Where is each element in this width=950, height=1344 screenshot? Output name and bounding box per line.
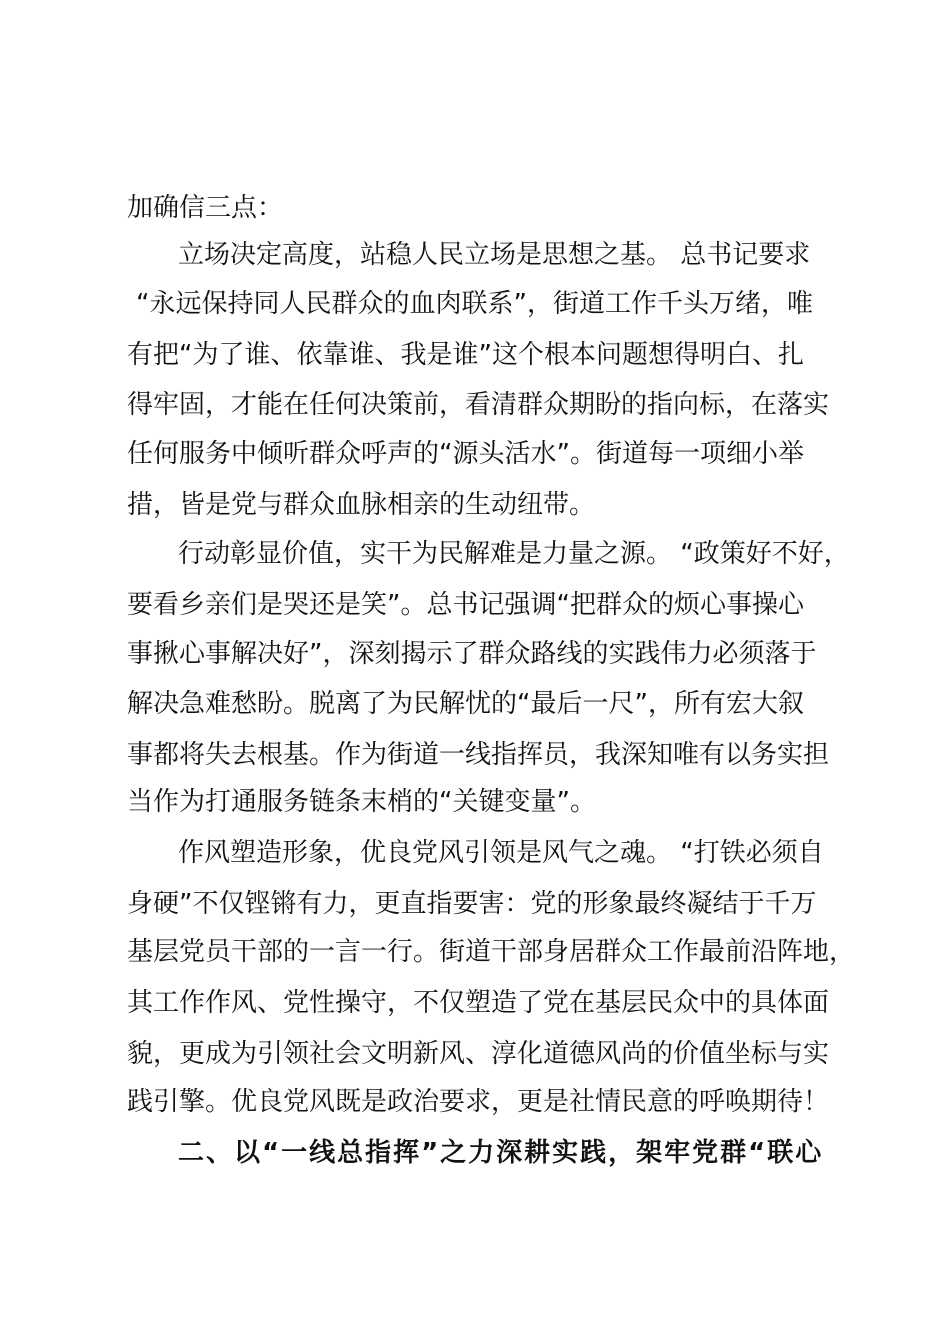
text-line: 践引擎。优良党风既是政治要求，更是社情民意的呼唤期待！	[127, 1087, 830, 1117]
text-line: 措，皆是党与群众血脉相亲的生动纽带。	[127, 490, 596, 520]
text-line: 要看乡亲们是哭还是笑”。总书记强调“把群众的烦心事操心	[127, 590, 804, 620]
text-line: “永远保持同人民群众的血肉联系”，街道工作千头万绪，唯	[136, 289, 813, 319]
text-line: 基层党员干部的一言一行。街道干部身居群众工作最前沿阵地，	[127, 937, 856, 967]
paragraph-start-line: 作风塑造形象，优良党风引领是风气之魂。 “打铁必须自	[178, 838, 824, 868]
paragraph-start-line: 行动彰显价值，实干为民解难是力量之源。 “政策好不好，	[178, 539, 850, 569]
text-line: 有把“为了谁、依靠谁、我是谁”这个根本问题想得明白、扎	[127, 340, 804, 370]
text-line: 貌，更成为引领社会文明新风、淳化道德风尚的价值坐标与实	[127, 1039, 830, 1069]
paragraph-start-line: 立场决定高度，站稳人民立场是思想之基。 总书记要求	[178, 240, 811, 270]
text-line: 得牢固，才能在任何决策前，看清群众期盼的指向标，在落实	[127, 390, 830, 420]
text-line: 身硬”不仅铿锵有力，更直指要害：党的形象最终凝结于千万	[127, 889, 817, 919]
text-line: 加确信三点：	[127, 193, 284, 223]
section-heading: 二、以“一线总指挥”之力深耕实践，架牢党群“联心	[178, 1138, 824, 1168]
text-line: 事都将失去根基。作为街道一线指挥员，我深知唯有以务实担	[127, 740, 830, 770]
text-line: 当作为打通服务链条末梢的“关键变量”。	[127, 787, 596, 817]
text-line: 任何服务中倾听群众呼声的“源头活水”。街道每一项细小举	[127, 439, 804, 469]
text-line: 解决急难愁盼。脱离了为民解忧的“最后一尺”，所有宏大叙	[127, 689, 804, 719]
text-line: 事揪心事解决好”，深刻揭示了群众路线的实践伟力必须落于	[127, 639, 817, 669]
text-line: 其工作作风、党性操守，不仅塑造了党在基层民众中的具体面	[127, 988, 830, 1018]
